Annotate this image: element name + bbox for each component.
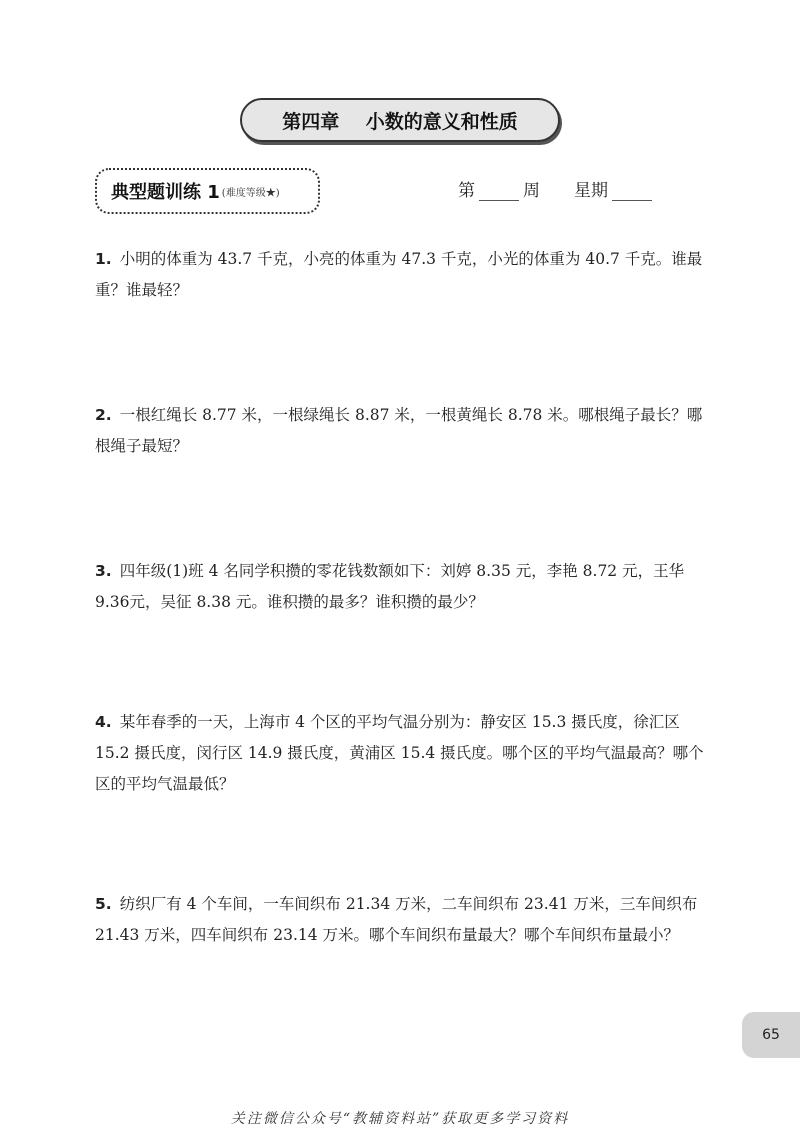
difficulty-label: (难度等级★) [221,187,280,199]
weekday-label: 星期 [574,181,608,201]
exercise-heading-box [95,168,320,214]
question-3 [95,556,715,618]
question-number: 5. [95,895,112,913]
question-4 [95,707,715,800]
question-number: 2. [95,406,112,424]
question-number: 1. [95,250,112,268]
question-number: 3. [95,562,112,580]
question-2 [95,400,715,462]
footer-note: 关注微信公众号“教辅资料站”获取更多学习资料 [230,1111,570,1127]
question-1 [95,244,715,306]
week-date-line [458,176,652,201]
question-text: 纺织厂有 4 个车间，一车间织布 21.34 万米，二车间织布 23.41 万米，三车间织布 21.43 万米，四车间织布 23.14 万米。哪个车间织布量最大？哪个车间织布量最小？ [95,895,698,944]
weekday-blank[interactable] [612,180,652,201]
question-text: 小明的体重为 43.7 千克，小亮的体重为 47.3 千克，小光的体重为 40.7 千克。谁最重？谁最轻？ [95,250,703,299]
question-text: 某年春季的一天，上海市 4 个区的平均气温分别为：静安区 15.3 摄氏度，徐汇区 15.2 摄氏度，闵行区 14.9 摄氏度，黄浦区 15.4 摄氏度。哪个区的平均气温最高？哪个区的平均气温最低？ [95,713,704,793]
exercise-title: 典型题训练 1 [111,182,220,203]
week-number-blank[interactable] [479,180,519,201]
page-number-tab [742,1012,800,1058]
page-number: 65 [762,1027,780,1043]
week-prefix: 第 [458,181,475,201]
question-text: 四年级(1)班 4 名同学积攒的零花钱数额如下：刘婷 8.35 元，李艳 8.72 元，王华 9.36元，吴征 8.38 元。谁积攒的最多？谁积攒的最少？ [95,562,685,611]
question-number: 4. [95,713,112,731]
question-5 [95,889,715,951]
chapter-title-banner [240,98,560,142]
chapter-title: 第四章 小数的意义和性质 [282,110,518,133]
week-label: 周 [523,181,540,201]
question-text: 一根红绳长 8.77 米，一根绿绳长 8.87 米，一根黄绳长 8.78 米。哪根绳子最长？哪根绳子最短？ [95,406,703,455]
